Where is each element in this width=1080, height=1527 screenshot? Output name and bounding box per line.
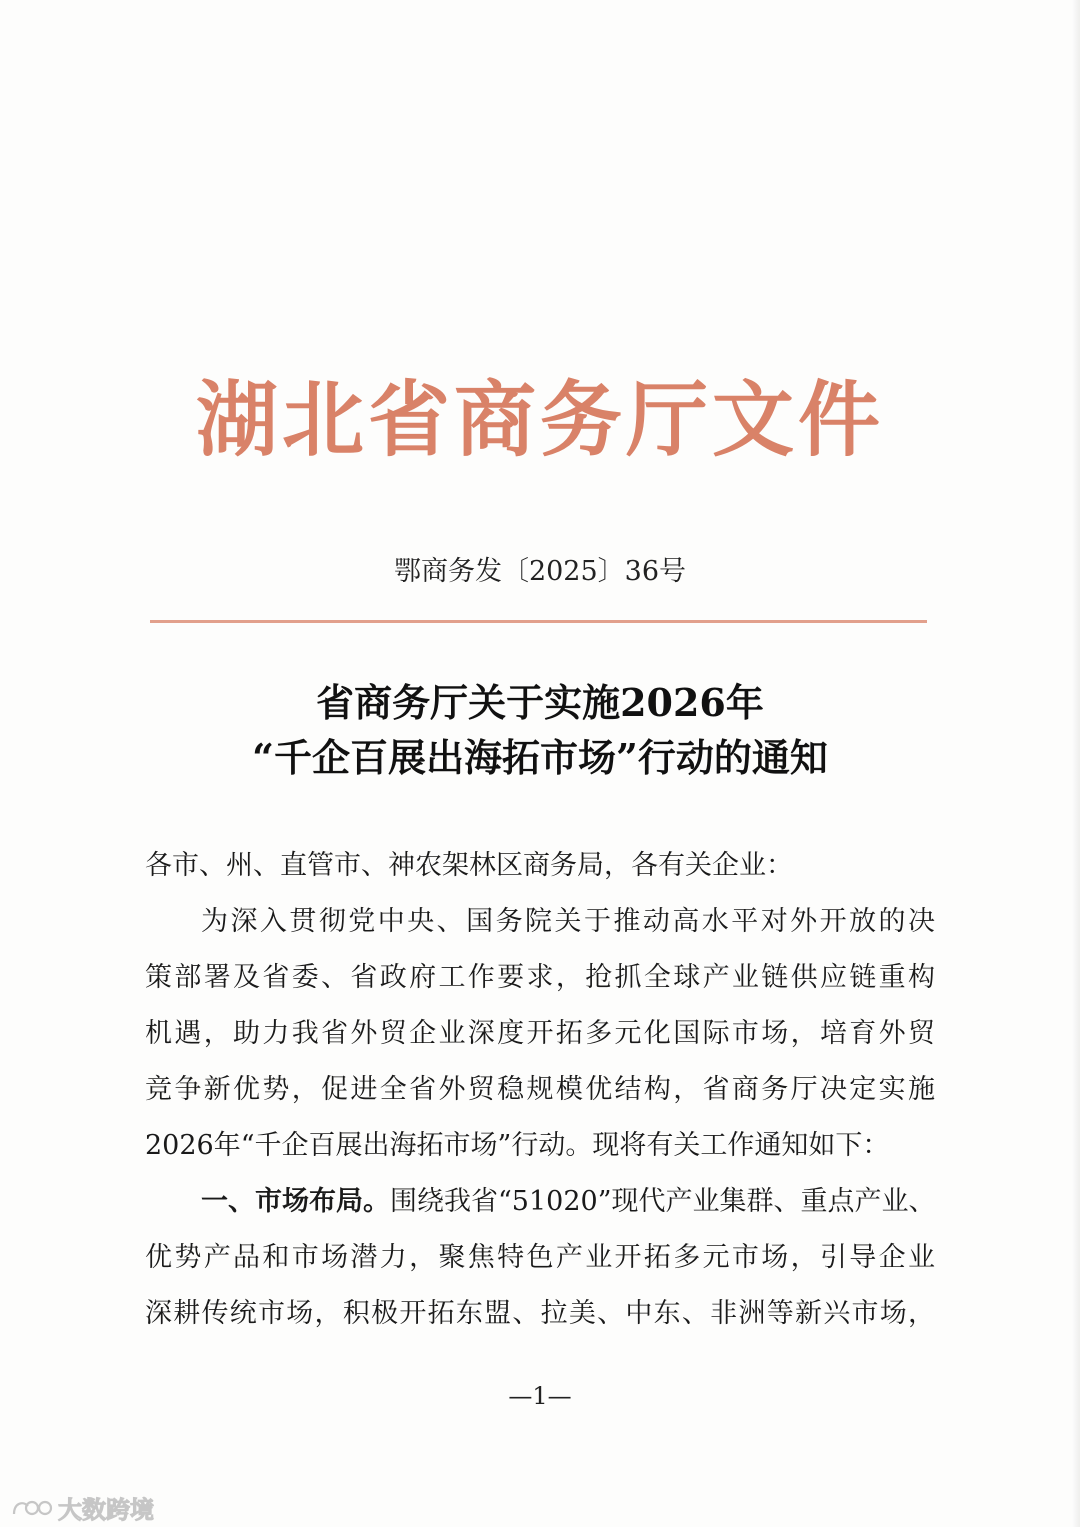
notice-body xyxy=(145,838,935,1342)
notice-title-line-1: 省商务厅关于实施2026年 xyxy=(316,680,764,725)
section-1-line: 优势产品和市场潜力，聚焦特色产业开拓多元市场，引导企业 xyxy=(145,1242,935,1273)
dashuju-logo-icon xyxy=(10,1496,54,1520)
section-1-first-line xyxy=(145,1174,935,1230)
section-1-line: 深耕传统市场，积极开拓东盟、拉美、中东、非洲等新兴市场， xyxy=(145,1298,935,1329)
paragraph-1-line: 竞争新优势，促进全省外贸稳规模优结构，省商务厅决定实施 xyxy=(145,1074,935,1105)
document-number: 鄂商务发〔2025〕36号 xyxy=(393,556,687,587)
section-1-heading: 一、市场布局。 xyxy=(201,1186,390,1217)
red-separator-rule xyxy=(150,620,927,623)
paragraph-1-line: 策部署及省委、省政府工作要求，抢抓全球产业链供应链重构 xyxy=(145,962,935,993)
issuing-authority-title: 湖北省商务厅文件 xyxy=(195,372,884,468)
paragraph-1-line: 2026年“千企百展出海拓市场”行动。现将有关工作通知如下： xyxy=(145,1130,890,1161)
notice-title xyxy=(0,675,1080,785)
source-watermark xyxy=(10,1490,154,1525)
notice-title-line-2: “千企百展出海拓市场”行动的通知 xyxy=(252,735,828,780)
paragraph-1-line: 为深入贯彻党中央、国务院关于推动高水平对外开放的决 xyxy=(201,906,935,937)
page-number: —1— xyxy=(508,1382,572,1410)
section-1-text: 围绕我省“51020”现代产业集群、重点产业、 xyxy=(390,1186,936,1217)
watermark-text: 大数跨境 xyxy=(58,1496,154,1524)
paragraph-1-line: 机遇，助力我省外贸企业深度开拓多元化国际市场，培育外贸 xyxy=(145,1018,935,1049)
addressee-line: 各市、州、直管市、神农架林区商务局，各有关企业： xyxy=(145,850,793,881)
